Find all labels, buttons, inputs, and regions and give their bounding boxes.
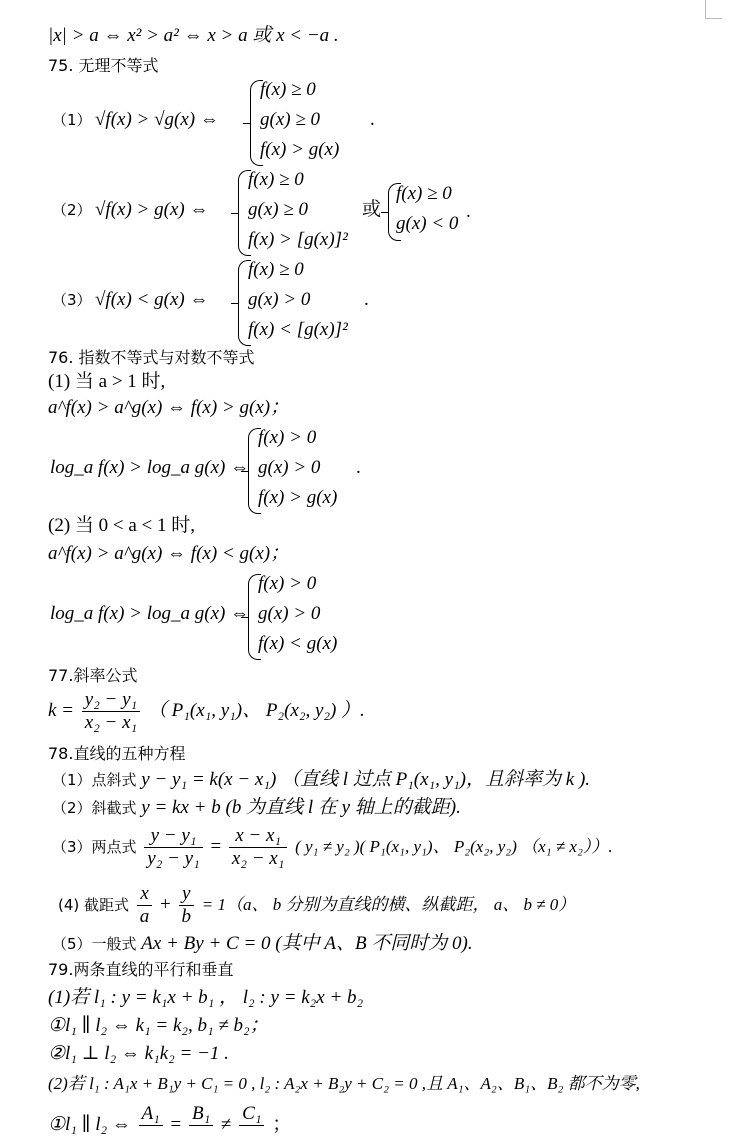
irr1-cond-1: f(x) ≥ 0 — [260, 79, 316, 100]
perpendicular-condition-1: ②l₁ ⊥ l₂ ⇔ k₁k₂ = −1 . — [48, 1043, 229, 1064]
log2-cond-2: g(x) > 0 — [258, 603, 321, 624]
heading-76: 76. 指数不等式与对数不等式 — [48, 348, 255, 367]
intercept-conditions: = 1（a、 b 分别为直线的横、纵截距， a、 b ≠ 0） — [201, 895, 576, 914]
irr1-lhs: √f(x) > √g(x) ⇔ — [95, 109, 219, 130]
period: . — [356, 457, 361, 478]
ratio-b — [189, 1103, 213, 1148]
case-2-heading: (2) 当 0 < a < 1 时, — [48, 515, 196, 536]
item-label-3: （3） — [52, 291, 92, 309]
slope-intercept-label: （2）斜截式 — [52, 799, 137, 817]
lines-general-form: (2)若 l₁ : A₁x + B₁y + C₁ = 0 , l₂ : A₂x + B₂y + C₂ = 0 ,且 A₁、A₂、B₁、B₂ 都不为零, — [48, 1074, 640, 1093]
slope-intercept-formula: y = kx + b (b 为直线 l 在 y 轴上的截距). — [141, 797, 461, 818]
irr3-cond-1: f(x) ≥ 0 — [248, 259, 304, 280]
item-label-1: （1） — [52, 111, 92, 129]
frac-numerator: y — [179, 883, 195, 906]
case-1-heading: (1) 当 a > 1 时, — [48, 371, 166, 392]
frac-numerator: x − x₁ — [229, 825, 287, 848]
frac-denominator — [189, 1126, 213, 1148]
heading-75: 75. 无理不等式 — [48, 56, 159, 75]
slope-denominator: x₂ − x₁ — [84, 712, 138, 734]
exp-ineq-1: a^f(x) > a^g(x) ⇔ f(x) > g(x)； — [48, 397, 290, 418]
point-slope-label: （1）点斜式 — [52, 771, 137, 789]
irr1-cond-3: f(x) > g(x) — [260, 139, 340, 160]
heading-77: 77.斜率公式 — [48, 666, 138, 685]
irr2-cond-1: f(x) ≥ 0 — [248, 169, 304, 190]
irr2-cond-3: f(x) > [g(x)]² — [248, 229, 348, 250]
exp-ineq-2: a^f(x) > a^g(x) ⇔ f(x) < g(x)； — [48, 543, 290, 564]
general-form-label: （5）一般式 — [52, 935, 137, 953]
irr3-cond-3: f(x) < [g(x)]² — [248, 319, 348, 340]
frac-numerator: y − y₁ — [144, 825, 202, 848]
general-form-formula: Ax + By + C = 0 (其中 A、B 不同时为 0). — [141, 933, 473, 954]
irr2-alt-2: g(x) < 0 — [396, 213, 459, 234]
item-label-2: （2） — [52, 201, 92, 219]
log-ineq-2-lhs: log_a f(x) > log_a g(x) ⇔ — [50, 603, 250, 624]
lines-slope-form: (1)若 l₁ : y = k₁x + b₁ ， l₂ : y = k₂x + b₂ — [48, 987, 364, 1008]
frac-numerator: B₁ — [189, 1103, 213, 1126]
irr2-alt-1: f(x) ≥ 0 — [396, 183, 452, 204]
slope-lhs: k = — [48, 700, 75, 721]
point-slope-line — [52, 768, 590, 792]
log1-cond-3: f(x) > g(x) — [258, 487, 338, 508]
two-point-label: （3）两点式 — [52, 838, 137, 856]
heading-79: 79.两条直线的平行和垂直 — [48, 960, 234, 979]
irr1-cond-2: g(x) ≥ 0 — [260, 109, 321, 130]
heading-78: 78.直线的五种方程 — [48, 744, 186, 763]
general-form-line — [52, 932, 473, 956]
log2-cond-1: f(x) > 0 — [258, 573, 317, 594]
log2-cond-3: f(x) < g(x) — [258, 633, 338, 654]
frac-denominator: y₂ − y₁ — [147, 848, 200, 870]
frac-denominator: b — [181, 906, 191, 928]
or-text: 或 — [362, 199, 382, 220]
two-point-conditions: ( y₁ ≠ y₂ )( P₁(x₁, y₁)、 P₂(x₂, y₂) （x₁ ≠ x₂））. — [295, 837, 613, 856]
period: . — [364, 289, 369, 310]
slope-fraction — [82, 689, 140, 734]
parallel-condition-1: ①l₁ ∥ l₂ ⇔ k₁ = k₂, b₁ ≠ b₂； — [48, 1015, 269, 1036]
frac-numerator: x — [137, 883, 153, 906]
frac-denominator: x₂ − x₁ — [231, 848, 285, 870]
frac-denominator — [139, 1126, 163, 1148]
intercept-line: (4) 截距式 $\frac{x}{a}$ + $\frac{y}{b}$ = 1（a、 b 分别为直线的横、纵截距， a、 b ≠ 0） — [58, 883, 576, 928]
two-point-frac-2 — [229, 825, 287, 870]
ratio-a — [139, 1103, 163, 1148]
abs-inequality: |x| > a ⇔ x² > a² ⇔ x > a 或 x < −a . — [48, 25, 339, 46]
irr2-lhs: √f(x) > g(x) ⇔ — [95, 199, 209, 220]
frac-denominator — [239, 1126, 264, 1148]
irr3-cond-2: g(x) > 0 — [248, 289, 311, 310]
parallel-condition-2: ①l₁ ∥ l₂ ⇔ A₁ = B₁ ≠ C₁ ； — [48, 1102, 291, 1148]
intercept-label: (4) 截距式 — [58, 896, 130, 914]
slope-intercept-line — [52, 796, 461, 820]
irr2-cond-2: g(x) ≥ 0 — [248, 199, 309, 220]
frac-denominator: a — [139, 906, 150, 928]
log1-cond-2: g(x) > 0 — [258, 457, 321, 478]
intercept-frac-y — [179, 883, 195, 928]
parallel-2-lhs: ①l₁ ∥ l₂ ⇔ — [48, 1114, 131, 1135]
frac-numerator: C₁ — [239, 1103, 264, 1126]
log-ineq-1-lhs: log_a f(x) > log_a g(x) ⇔ — [50, 457, 250, 478]
two-point-frac-1 — [144, 825, 202, 870]
period: . — [370, 109, 375, 130]
period: . — [466, 201, 471, 222]
slope-numerator: y₂ − y₁ — [82, 689, 140, 712]
log1-cond-1: f(x) > 0 — [258, 427, 317, 448]
slope-formula — [48, 688, 365, 734]
two-point-line: （3）两点式 $\frac{\text{y − y₁}}{\text{y₂ − y₁}}$ = $\frac{\text{x − x₁}}{\text{x₂ − x₁}}$ ( y₁ ≠ y₂ )( P₁(x₁, y₁)、 P₂(x₂, y₂) （x₁ ≠ x₂））. — [52, 825, 613, 870]
ratio-c — [239, 1103, 264, 1148]
point-slope-formula: y − y₁ = k(x − x₁) （直线 l 过点 P₁(x₁, y₁)，且斜率为 k ). — [141, 769, 591, 790]
page-corner-mark — [705, 0, 722, 19]
parallel-2-tail: ； — [272, 1114, 292, 1135]
slope-points: （ P₁(x₁, y₁)、 P₂(x₂, y₂) ）. — [147, 700, 365, 721]
irr3-lhs: √f(x) < g(x) ⇔ — [95, 289, 209, 310]
intercept-frac-x — [137, 883, 153, 928]
frac-numerator: A₁ — [139, 1103, 163, 1126]
